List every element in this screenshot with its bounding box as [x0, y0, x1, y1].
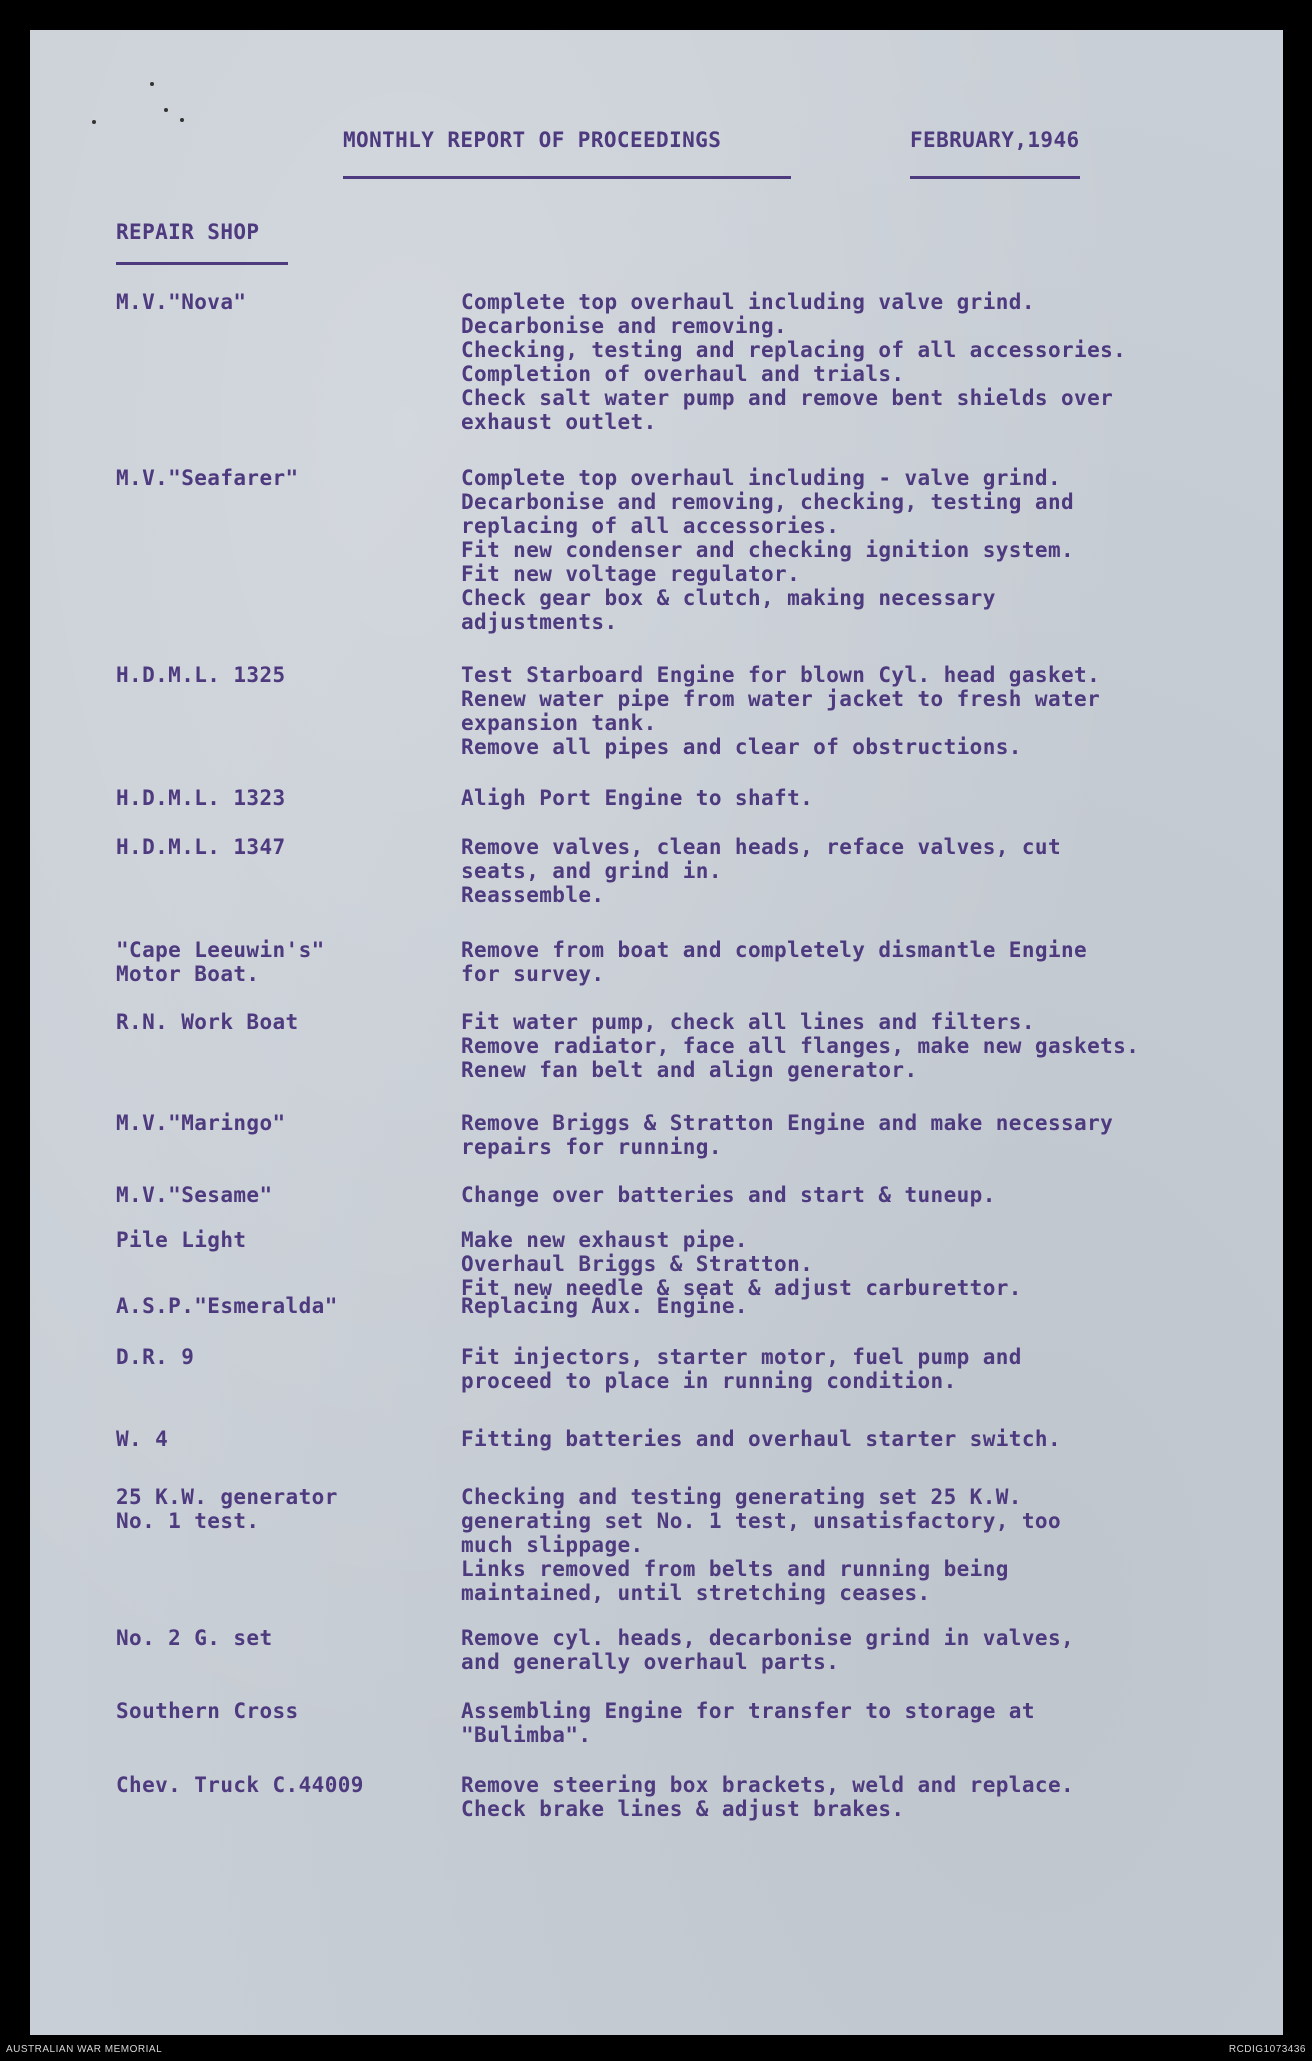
- punch-mark: [150, 82, 154, 86]
- task-line: generating set No. 1 test, unsatisfactory, too: [461, 1509, 1061, 1533]
- task-line: Make new exhaust pipe.: [461, 1228, 748, 1252]
- punch-mark: [180, 118, 184, 122]
- task-line: Completion of overhaul and trials.: [461, 362, 905, 386]
- vessel-name: Southern Cross: [116, 1699, 299, 1723]
- vessel-name: R.N. Work Boat: [116, 1010, 299, 1034]
- task-line: Remove radiator, face all flanges, make new gaskets.: [461, 1034, 1140, 1058]
- task-list: [461, 1183, 1261, 1207]
- task-list: [461, 1345, 1261, 1393]
- task-line: proceed to place in running condition.: [461, 1369, 957, 1393]
- task-list: [461, 1010, 1261, 1082]
- task-line: Decarbonise and removing, checking, testing and: [461, 490, 1075, 514]
- task-line: Test Starboard Engine for blown Cyl. head gasket.: [461, 663, 1101, 687]
- vessel-name: D.R. 9: [116, 1345, 195, 1369]
- task-line: Remove cyl. heads, decarbonise grind in valves,: [461, 1626, 1075, 1650]
- task-list: [461, 1773, 1261, 1821]
- task-line: Complete top overhaul including valve grind.: [461, 290, 1035, 314]
- task-line: Fit new voltage regulator.: [461, 562, 801, 586]
- vessel-name: H.D.M.L. 1347: [116, 835, 286, 859]
- task-line: Assembling Engine for transfer to storage at: [461, 1699, 1035, 1723]
- task-line: Links removed from belts and running being: [461, 1557, 1009, 1581]
- task-line: for survey.: [461, 962, 605, 986]
- task-line: Reassemble.: [461, 883, 605, 907]
- task-line: Overhaul Briggs & Stratton.: [461, 1252, 814, 1276]
- vessel-name: "Cape Leeuwin's" Motor Boat.: [116, 938, 325, 986]
- punch-mark: [164, 108, 168, 112]
- task-line: Complete top overhaul including - valve grind.: [461, 466, 1061, 490]
- task-line: Check salt water pump and remove bent shields over: [461, 386, 1114, 410]
- report-date: FEBRUARY,1946: [910, 128, 1080, 152]
- task-line: seats, and grind in.: [461, 859, 722, 883]
- footer-archive-name: AUSTRALIAN WAR MEMORIAL: [6, 2044, 163, 2055]
- task-line: Fitting batteries and overhaul starter switch.: [461, 1427, 1061, 1451]
- vessel-name: 25 K.W. generator No. 1 test.: [116, 1485, 338, 1533]
- task-line: Remove steering box brackets, weld and replace.: [461, 1773, 1075, 1797]
- vessel-name: M.V."Maringo": [116, 1111, 286, 1135]
- report-title: MONTHLY REPORT OF PROCEEDINGS: [343, 128, 722, 152]
- task-list: [461, 938, 1261, 986]
- task-line: Fit new condenser and checking ignition system.: [461, 538, 1075, 562]
- vessel-name: A.S.P."Esmeralda": [116, 1294, 338, 1318]
- task-line: exhaust outlet.: [461, 410, 657, 434]
- vessel-name: H.D.M.L. 1325: [116, 663, 286, 687]
- task-line: replacing of all accessories.: [461, 514, 840, 538]
- task-list: [461, 466, 1261, 634]
- vessel-name: M.V."Seafarer": [116, 466, 299, 490]
- task-list: [461, 1111, 1261, 1159]
- document-page: [30, 30, 1283, 2035]
- vessel-name: No. 2 G. set: [116, 1626, 273, 1650]
- title-underline: [343, 176, 791, 179]
- task-line: Renew fan belt and align generator.: [461, 1058, 918, 1082]
- vessel-name: M.V."Nova": [116, 290, 247, 314]
- task-list: [461, 663, 1261, 759]
- punch-mark: [92, 120, 96, 124]
- section-underline: [116, 262, 288, 265]
- vessel-name: W. 4: [116, 1427, 169, 1451]
- vessel-name: Pile Light: [116, 1228, 247, 1252]
- task-line: and generally overhaul parts.: [461, 1650, 840, 1674]
- task-list: [461, 1626, 1261, 1674]
- task-line: Aligh Port Engine to shaft.: [461, 786, 814, 810]
- task-line: Remove Briggs & Stratton Engine and make necessary: [461, 1111, 1114, 1135]
- task-line: Remove from boat and completely dismantle Engine: [461, 938, 1088, 962]
- task-line: repairs for running.: [461, 1135, 722, 1159]
- task-line: Change over batteries and start & tuneup.: [461, 1183, 996, 1207]
- task-list: [461, 1699, 1261, 1747]
- task-line: expansion tank.: [461, 711, 657, 735]
- task-list: [461, 1294, 1261, 1318]
- task-line: Decarbonise and removing.: [461, 314, 788, 338]
- task-list: [461, 835, 1261, 907]
- task-line: Remove all pipes and clear of obstructions.: [461, 735, 1022, 759]
- task-line: "Bulimba".: [461, 1723, 592, 1747]
- task-line: Fit injectors, starter motor, fuel pump and: [461, 1345, 1022, 1369]
- vessel-name: M.V."Sesame": [116, 1183, 273, 1207]
- task-list: [461, 1228, 1261, 1300]
- task-list: [461, 1485, 1261, 1605]
- vessel-name: Chev. Truck C.44009: [116, 1773, 364, 1797]
- task-line: adjustments.: [461, 610, 618, 634]
- task-line: Fit water pump, check all lines and filters.: [461, 1010, 1035, 1034]
- vessel-name: H.D.M.L. 1323: [116, 786, 286, 810]
- task-list: [461, 290, 1261, 434]
- task-line: Remove valves, clean heads, reface valves, cut: [461, 835, 1061, 859]
- task-list: [461, 786, 1261, 810]
- task-line: much slippage.: [461, 1533, 644, 1557]
- task-line: Check gear box & clutch, making necessary: [461, 586, 996, 610]
- footer-record-id: RCDIG1073436: [1228, 2044, 1306, 2055]
- task-line: maintained, until stretching ceases.: [461, 1581, 931, 1605]
- task-list: [461, 1427, 1261, 1451]
- task-line: Checking and testing generating set 25 K.W.: [461, 1485, 1022, 1509]
- task-line: Replacing Aux. Engine.: [461, 1294, 748, 1318]
- task-line: Checking, testing and replacing of all accessories.: [461, 338, 1127, 362]
- task-line: Fit new needle & seat & adjust carburettor.: [461, 1276, 1022, 1300]
- date-underline: [910, 176, 1080, 179]
- task-line: Renew water pipe from water jacket to fresh water: [461, 687, 1101, 711]
- section-title: REPAIR SHOP: [116, 220, 260, 244]
- task-line: Check brake lines & adjust brakes.: [461, 1797, 905, 1821]
